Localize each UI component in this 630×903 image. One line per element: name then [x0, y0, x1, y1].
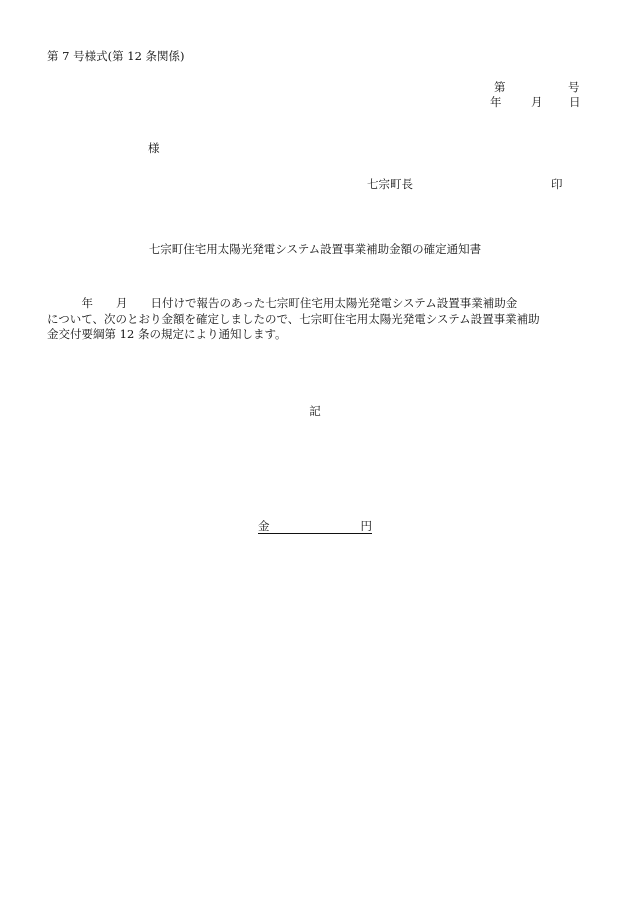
document-title: 七宗町住宅用太陽光発電システム設置事業補助金額の確定通知書: [148, 242, 482, 256]
amount-prefix: 金: [258, 519, 270, 533]
date-month-label: 月: [531, 95, 543, 109]
amount-suffix: 円: [360, 519, 372, 533]
amount-line: [258, 518, 372, 534]
body-paragraph: [47, 296, 583, 343]
ki-heading: 記: [309, 404, 321, 418]
issuer-name: 七宗町長: [367, 177, 413, 191]
seal-mark: 印: [551, 177, 563, 191]
document-number-suffix: 号: [568, 80, 580, 94]
date-day-label: 日: [569, 95, 581, 109]
body-line: 年 月 日付けで報告のあった七宗町住宅用太陽光発電システム設置事業補助金: [47, 296, 518, 310]
document-number-prefix: 第: [494, 80, 506, 94]
body-line: について、次のとおり金額を確定しましたので、七宗町住宅用太陽光発電システム設置事業補助: [47, 311, 540, 326]
addressee-honorific: 様: [148, 141, 160, 155]
body-line: 金交付要綱第 12 条の規定により通知します。: [47, 327, 287, 341]
form-number: 第 7 号様式(第 12 条関係): [47, 49, 185, 63]
date-year-label: 年: [490, 95, 502, 109]
